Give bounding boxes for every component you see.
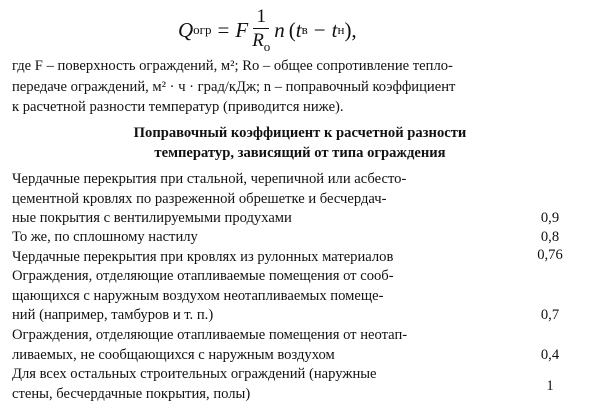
table-row bbox=[12, 365, 594, 404]
row-value: 1 bbox=[520, 377, 580, 397]
formula-q: Q bbox=[178, 18, 193, 43]
row-line: Чердачные перекрытия при стальной, черепичной или асбесто- bbox=[12, 170, 482, 190]
row-value: 0,9 bbox=[520, 209, 580, 229]
row-line: Ограждения, отделяющие отапливаемые помещения от неотап- bbox=[12, 326, 482, 346]
paragraph-line: где F – поверхность ограждений, м²; Rо – общее сопротивление тепло- bbox=[12, 56, 594, 77]
row-value: 0,8 bbox=[520, 228, 580, 248]
paragraph-line: передаче ограждений, м² · ч · град/кДж; n – поправочный коэффициент bbox=[12, 77, 594, 98]
row-line: Чердачные перекрытия при кровлях из рулонных материалов bbox=[12, 248, 552, 268]
paragraph-line: к расчетной разности температур (приводится ниже). bbox=[12, 97, 594, 118]
row-text bbox=[12, 170, 482, 229]
table-row bbox=[12, 326, 594, 365]
heat-loss-formula bbox=[178, 4, 357, 56]
row-value: 0,7 bbox=[520, 306, 580, 326]
formula-t-outside: t bbox=[332, 18, 338, 43]
row-line: ливаемых, не сообщающихся с наружным воздухом bbox=[12, 346, 482, 366]
row-value: 0,4 bbox=[520, 346, 580, 366]
row-text bbox=[12, 248, 552, 268]
row-line: цементной кровлях по разреженной обрешетке и бесчердач- bbox=[12, 190, 482, 210]
heading-line: температур, зависящий от типа ограждения bbox=[30, 143, 570, 163]
formula-equals: = bbox=[218, 18, 230, 43]
row-line: щающихся с наружным воздухом неотапливаемых помеще- bbox=[12, 287, 482, 307]
row-line: стены, бесчердачные покрытия, полы) bbox=[12, 385, 482, 404]
table-row bbox=[12, 170, 594, 229]
definition-paragraph bbox=[12, 56, 594, 118]
formula-n: n bbox=[274, 18, 285, 43]
row-line: То же, по сплошному настилу bbox=[12, 228, 482, 248]
table-row bbox=[12, 248, 594, 268]
formula-r: R bbox=[252, 30, 264, 51]
formula-t-inside-sub: в bbox=[302, 22, 308, 38]
row-text bbox=[12, 365, 482, 404]
row-line: ные покрытия с вентилируемыми продухами bbox=[12, 209, 482, 229]
formula-open-paren: ( bbox=[289, 18, 296, 43]
table-row bbox=[12, 228, 594, 248]
row-line: Для всех остальных строительных ограждений (наружные bbox=[12, 365, 482, 385]
table-heading bbox=[30, 123, 570, 163]
formula-minus: − bbox=[314, 18, 326, 43]
row-text bbox=[12, 228, 482, 248]
table-row bbox=[12, 267, 594, 326]
formula-f: F bbox=[235, 18, 248, 43]
formula-t-inside: t bbox=[296, 18, 302, 43]
formula-r-sub: о bbox=[264, 39, 271, 54]
heading-line: Поправочный коэффициент к расчетной разности bbox=[30, 123, 570, 143]
formula-close-paren: ), bbox=[344, 18, 356, 43]
row-line: ний (например, тамбуров и т. п.) bbox=[12, 306, 482, 326]
row-text bbox=[12, 267, 482, 326]
formula-fraction bbox=[252, 7, 270, 53]
formula-q-sub: огр bbox=[193, 22, 211, 38]
row-value: 0,76 bbox=[520, 246, 580, 266]
formula-t-outside-sub: н bbox=[337, 22, 344, 38]
row-text bbox=[12, 326, 482, 365]
row-line: Ограждения, отделяющие отапливаемые помещения от сооб- bbox=[12, 267, 482, 287]
formula-denominator bbox=[252, 29, 270, 53]
formula-numerator: 1 bbox=[253, 7, 269, 29]
